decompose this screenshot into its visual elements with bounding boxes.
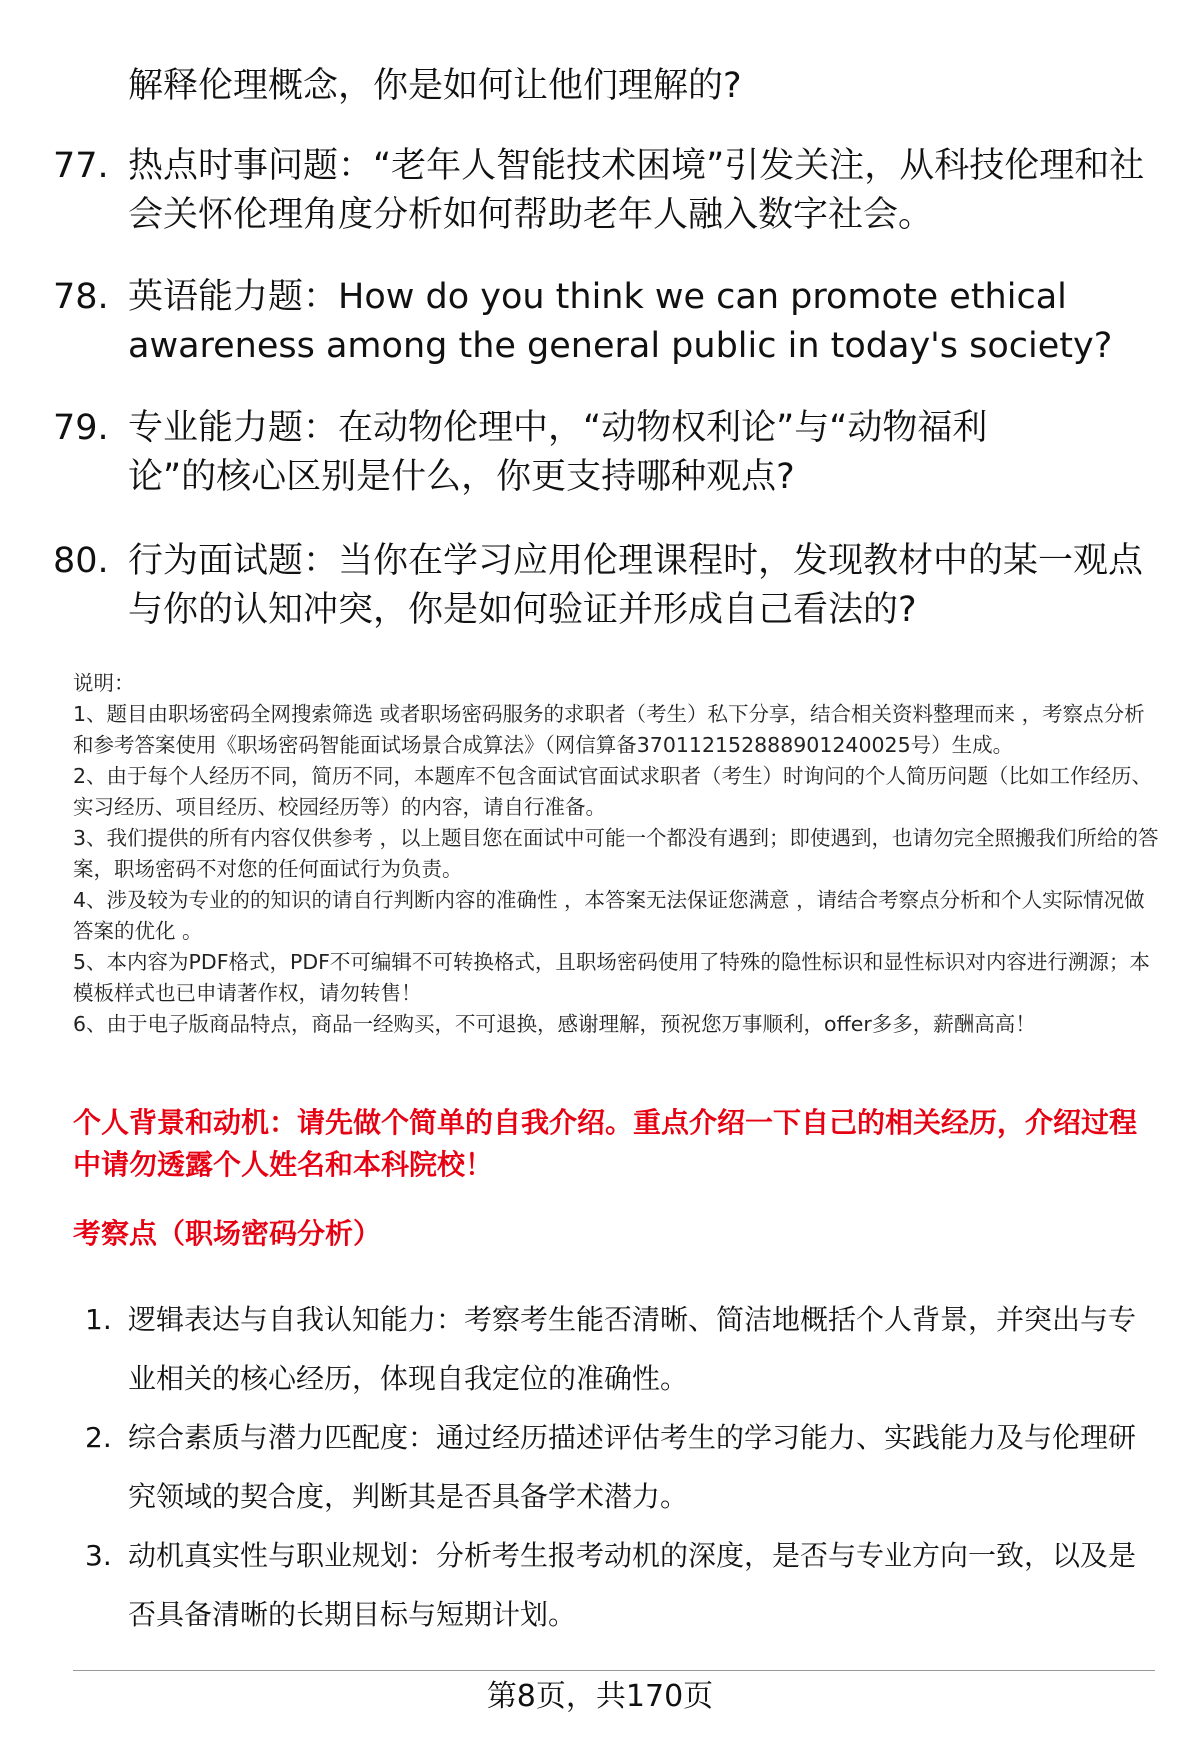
notes-title: 说明： — [73, 671, 135, 695]
note-item: 4、涉及较为专业的的知识的请自行判断内容的准确性 ，本答案无法保证您满意 ，请结合考察点分析和个人实际情况做答案的优化 。 — [73, 888, 1145, 943]
question-text: 热点时事问题：“老年人智能技术困境”引发关注，从科技伦理和社会关怀伦理角度分析如何帮助老年人融入数字社会。 — [128, 146, 1145, 235]
question-number: 78. — [53, 277, 109, 317]
question-heading: 个人背景和动机：请先做个简单的自我介绍。重点介绍一下自己的相关经历，介绍过程中请勿透露个人姓名和本科院校！ — [73, 1106, 1138, 1181]
question-78 — [53, 273, 1163, 371]
question-77 — [53, 142, 1163, 240]
note-item: 3、我们提供的所有内容仅供参考 ，以上题目您在面试中可能一个都没有遇到；即使遇到，也请勿完全照搬我们所给的答案，职场密码不对您的任何面试行为负责。 — [73, 826, 1159, 881]
question-continuation — [53, 62, 1163, 111]
analysis-item — [85, 1526, 1160, 1644]
analysis-item — [85, 1290, 1160, 1408]
note-item: 2、由于每个人经历不同，简历不同，本题库不包含面试官面试求职者（考生）时询问的个人简历问题（比如工作经历、实习经历、项目经历、校园经历等）的内容，请自行准备。 — [73, 764, 1153, 819]
question-text: 英语能力题：How do you think we can promote ethical awareness among the general public in today's society? — [128, 277, 1113, 366]
item-text: 动机真实性与职业规划：分析考生报考动机的深度，是否与专业方向一致，以及是否具备清晰的长期目标与短期计划。 — [128, 1539, 1137, 1631]
note-item: 5、本内容为PDF格式，PDF不可编辑不可转换格式，且职场密码使用了特殊的隐性标识和显性标识对内容进行溯源；本模板样式也已申请著作权，请勿转售！ — [73, 950, 1150, 1005]
analysis-item — [85, 1408, 1160, 1526]
note-item: 1、题目由职场密码全网搜索筛选 或者职场密码服务的求职者（考生）私下分享，结合相关资料整理而来 ，考察点分析和参考答案使用《职场密码智能面试场景合成算法》（网信算备370112152888901240025号）生成。 — [73, 702, 1145, 757]
analysis-list — [85, 1290, 1160, 1644]
item-number: 3. — [85, 1539, 112, 1572]
question-text: 解释伦理概念，你是如何让他们理解的? — [128, 66, 742, 106]
question-number: 80. — [53, 541, 109, 581]
question-number: 79. — [53, 408, 109, 448]
footer-divider — [73, 1670, 1155, 1671]
notes-section — [73, 668, 1163, 1040]
item-text: 逻辑表达与自我认知能力：考察考生能否清晰、简洁地概括个人背景，并突出与专业相关的核心经历，体现自我定位的准确性。 — [128, 1303, 1137, 1395]
question-80 — [53, 537, 1163, 635]
question-text: 行为面试题：当你在学习应用伦理课程时，发现教材中的某一观点与你的认知冲突，你是如何验证并形成自己看法的? — [128, 541, 1144, 630]
item-number: 2. — [85, 1421, 112, 1454]
item-text: 综合素质与潜力匹配度：通过经历描述评估考生的学习能力、实践能力及与伦理研究领域的契合度，判断其是否具备学术潜力。 — [128, 1421, 1137, 1513]
page-number: 第8页，共170页 — [486, 1679, 714, 1714]
note-item: 6、由于电子版商品特点，商品一经购买，不可退换，感谢理解，预祝您万事顺利，offer多多，薪酬高高！ — [73, 1012, 1036, 1036]
question-number: 77. — [53, 146, 109, 186]
analysis-heading: 考察点（职场密码分析） — [73, 1217, 382, 1250]
question-79 — [53, 404, 1163, 502]
item-number: 1. — [85, 1303, 112, 1336]
question-text: 专业能力题：在动物伦理中，“动物权利论”与“动物福利论”的核心区别是什么，你更支持哪种观点? — [128, 408, 988, 497]
